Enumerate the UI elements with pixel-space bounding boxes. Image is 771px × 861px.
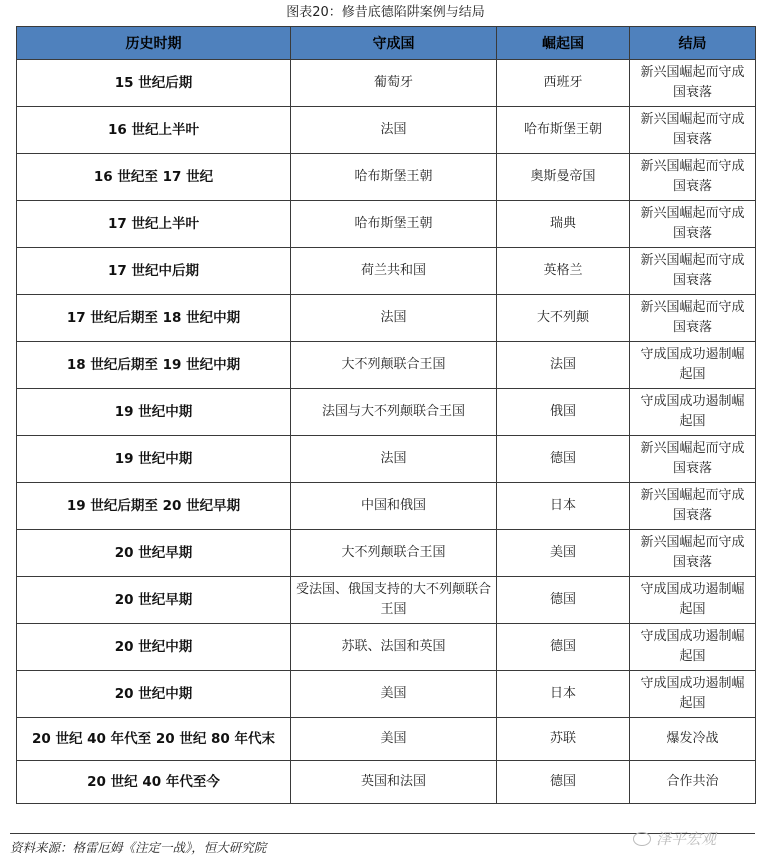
cell-outcome: 守成国成功遏制崛起国 bbox=[630, 671, 756, 718]
watermark-text: 泽平宏观 bbox=[656, 830, 717, 848]
header-period: 历史时期 bbox=[17, 27, 291, 60]
table-row bbox=[17, 718, 756, 761]
table-row bbox=[17, 436, 756, 483]
cell-period: 17 世纪中后期 bbox=[17, 248, 291, 295]
cell-period: 17 世纪上半叶 bbox=[17, 201, 291, 248]
cell-outcome: 新兴国崛起而守成国衰落 bbox=[630, 436, 756, 483]
table-row bbox=[17, 483, 756, 530]
cell-incumbent: 受法国、俄国支持的大不列颠联合王国 bbox=[291, 577, 497, 624]
header-incumbent: 守成国 bbox=[291, 27, 497, 60]
cell-period: 19 世纪中期 bbox=[17, 389, 291, 436]
cell-period: 18 世纪后期至 19 世纪中期 bbox=[17, 342, 291, 389]
cell-outcome: 新兴国崛起而守成国衰落 bbox=[630, 295, 756, 342]
cell-period: 20 世纪中期 bbox=[17, 624, 291, 671]
cell-incumbent: 英国和法国 bbox=[291, 761, 497, 804]
cell-period: 19 世纪后期至 20 世纪早期 bbox=[17, 483, 291, 530]
table-row bbox=[17, 60, 756, 107]
table-row bbox=[17, 671, 756, 718]
cell-period: 20 世纪中期 bbox=[17, 671, 291, 718]
cell-period: 15 世纪后期 bbox=[17, 60, 291, 107]
cell-outcome: 合作共治 bbox=[630, 761, 756, 804]
header-outcome: 结局 bbox=[630, 27, 756, 60]
table-row bbox=[17, 248, 756, 295]
cell-rising: 哈布斯堡王朝 bbox=[497, 107, 630, 154]
cell-incumbent: 美国 bbox=[291, 718, 497, 761]
cell-incumbent: 哈布斯堡王朝 bbox=[291, 154, 497, 201]
cell-outcome: 新兴国崛起而守成国衰落 bbox=[630, 154, 756, 201]
cell-outcome: 新兴国崛起而守成国衰落 bbox=[630, 201, 756, 248]
cell-incumbent: 大不列颠联合王国 bbox=[291, 530, 497, 577]
cell-rising: 德国 bbox=[497, 436, 630, 483]
cell-rising: 德国 bbox=[497, 577, 630, 624]
cell-incumbent: 法国 bbox=[291, 436, 497, 483]
table-row bbox=[17, 342, 756, 389]
cell-outcome: 爆发冷战 bbox=[630, 718, 756, 761]
cell-period: 19 世纪中期 bbox=[17, 436, 291, 483]
watermark bbox=[633, 828, 716, 849]
table-header-row bbox=[17, 27, 756, 60]
table-row bbox=[17, 295, 756, 342]
cell-period: 16 世纪上半叶 bbox=[17, 107, 291, 154]
table-row bbox=[17, 530, 756, 577]
figure-caption: 图表20：修昔底德陷阱案例与结局 bbox=[286, 5, 485, 20]
cell-period: 16 世纪至 17 世纪 bbox=[17, 154, 291, 201]
cell-outcome: 守成国成功遏制崛起国 bbox=[630, 624, 756, 671]
cell-rising: 大不列颠 bbox=[497, 295, 630, 342]
cell-incumbent: 苏联、法国和英国 bbox=[291, 624, 497, 671]
cell-outcome: 新兴国崛起而守成国衰落 bbox=[630, 107, 756, 154]
cell-incumbent: 美国 bbox=[291, 671, 497, 718]
header-rising: 崛起国 bbox=[497, 27, 630, 60]
cell-incumbent: 法国 bbox=[291, 107, 497, 154]
table-row bbox=[17, 201, 756, 248]
cell-outcome: 守成国成功遏制崛起国 bbox=[630, 389, 756, 436]
cell-period: 20 世纪 40 年代至 20 世纪 80 年代末 bbox=[17, 718, 291, 761]
cell-rising: 苏联 bbox=[497, 718, 630, 761]
cell-incumbent: 中国和俄国 bbox=[291, 483, 497, 530]
cell-outcome: 新兴国崛起而守成国衰落 bbox=[630, 483, 756, 530]
cell-rising: 德国 bbox=[497, 761, 630, 804]
cell-period: 20 世纪早期 bbox=[17, 577, 291, 624]
cell-outcome: 守成国成功遏制崛起国 bbox=[630, 342, 756, 389]
cell-period: 20 世纪 40 年代至今 bbox=[17, 761, 291, 804]
table-row bbox=[17, 389, 756, 436]
cell-rising: 俄国 bbox=[497, 389, 630, 436]
cell-rising: 日本 bbox=[497, 483, 630, 530]
cell-period: 17 世纪后期至 18 世纪中期 bbox=[17, 295, 291, 342]
cell-incumbent: 大不列颠联合王国 bbox=[291, 342, 497, 389]
trap-cases-table bbox=[16, 26, 756, 804]
cell-outcome: 新兴国崛起而守成国衰落 bbox=[630, 248, 756, 295]
cell-rising: 英格兰 bbox=[497, 248, 630, 295]
cell-rising: 法国 bbox=[497, 342, 630, 389]
table-row bbox=[17, 761, 756, 804]
cell-incumbent: 哈布斯堡王朝 bbox=[291, 201, 497, 248]
cell-rising: 奥斯曼帝国 bbox=[497, 154, 630, 201]
table-row bbox=[17, 624, 756, 671]
cell-incumbent: 法国与大不列颠联合王国 bbox=[291, 389, 497, 436]
table-row bbox=[17, 154, 756, 201]
cell-outcome: 守成国成功遏制崛起国 bbox=[630, 577, 756, 624]
cell-rising: 日本 bbox=[497, 671, 630, 718]
cell-rising: 美国 bbox=[497, 530, 630, 577]
cell-rising: 瑞典 bbox=[497, 201, 630, 248]
trap-cases-table-container bbox=[16, 26, 755, 804]
cell-incumbent: 荷兰共和国 bbox=[291, 248, 497, 295]
table-row bbox=[17, 107, 756, 154]
cell-outcome: 新兴国崛起而守成国衰落 bbox=[630, 530, 756, 577]
cell-incumbent: 葡萄牙 bbox=[291, 60, 497, 107]
wechat-icon bbox=[633, 832, 651, 846]
table-row bbox=[17, 577, 756, 624]
cell-period: 20 世纪早期 bbox=[17, 530, 291, 577]
cell-rising: 西班牙 bbox=[497, 60, 630, 107]
cell-outcome: 新兴国崛起而守成国衰落 bbox=[630, 60, 756, 107]
source-note: 资料来源：格雷厄姆《注定一战》，恒大研究院 bbox=[10, 840, 267, 855]
cell-rising: 德国 bbox=[497, 624, 630, 671]
cell-incumbent: 法国 bbox=[291, 295, 497, 342]
